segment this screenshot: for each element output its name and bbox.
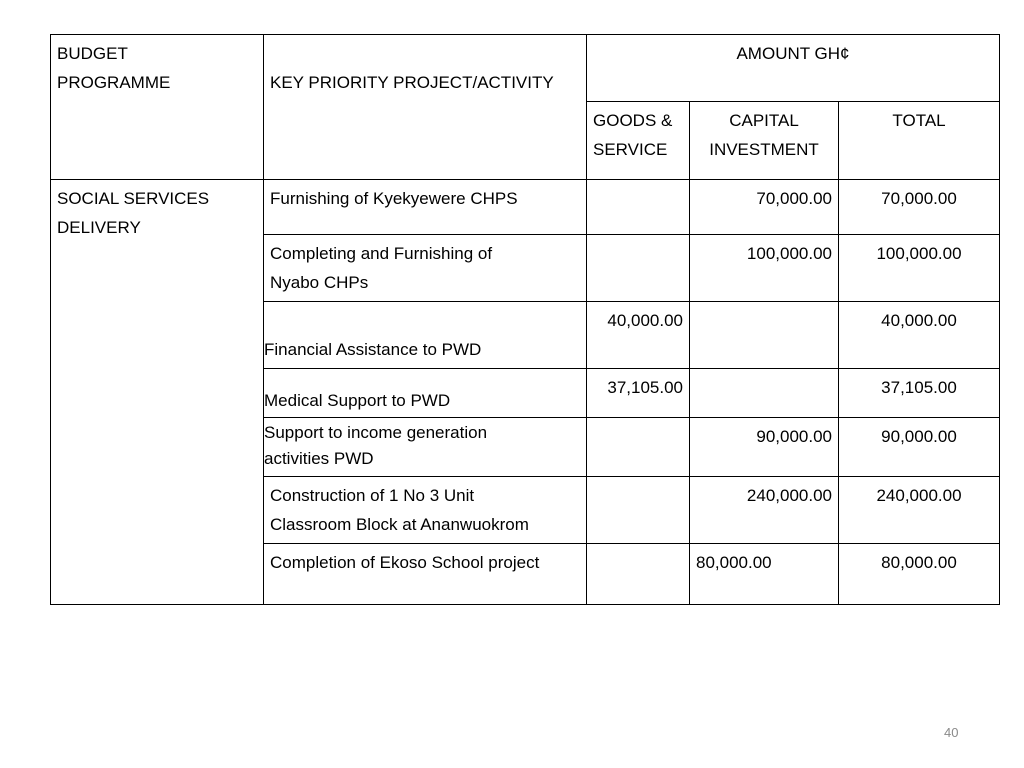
header-budget-line2: PROGRAMME xyxy=(57,73,171,92)
capital-cell: 90,000.00 xyxy=(690,418,839,477)
goods-cell xyxy=(587,418,690,477)
header-amount: AMOUNT GH¢ xyxy=(587,35,1000,102)
activity-line1: Furnishing of Kyekyewere CHPS xyxy=(270,189,518,208)
total-cell: 240,000.00 xyxy=(839,477,1000,544)
header-budget-line1: BUDGET xyxy=(57,44,128,63)
activity-cell xyxy=(264,369,587,418)
activity-cell xyxy=(264,477,587,544)
activity-line1: Financial Assistance to PWD xyxy=(264,340,482,359)
activity-line2: Nyabo CHPs xyxy=(270,273,369,292)
table-row xyxy=(51,180,1000,235)
total-cell: 40,000.00 xyxy=(839,302,1000,369)
capital-cell: 70,000.00 xyxy=(690,180,839,235)
activity-line2: activities PWD xyxy=(264,449,374,468)
activity-line1: Completing and Furnishing of xyxy=(270,244,493,263)
capital-cell xyxy=(690,302,839,369)
activity-cell xyxy=(264,235,587,302)
header-goods-line2: SERVICE xyxy=(593,140,668,159)
goods-cell xyxy=(587,180,690,235)
programme-line1: SOCIAL SERVICES xyxy=(57,189,210,208)
total-cell: 80,000.00 xyxy=(839,544,1000,605)
goods-cell xyxy=(587,477,690,544)
header-budget-programme xyxy=(51,35,264,180)
activity-line1: Completion of Ekoso School project xyxy=(270,553,540,572)
header-key-priority-label: KEY PRIORITY PROJECT/ACTIVITY xyxy=(270,73,554,92)
header-capital-line1: CAPITAL xyxy=(729,111,799,130)
capital-cell: 80,000.00 xyxy=(690,544,839,605)
goods-cell: 37,105.00 xyxy=(587,369,690,418)
header-key-priority xyxy=(264,35,587,180)
page-number: 40 xyxy=(944,725,959,740)
header-capital-investment xyxy=(690,102,839,180)
total-cell: 70,000.00 xyxy=(839,180,1000,235)
header-goods-line1: GOODS & xyxy=(593,111,673,130)
activity-line1: Medical Support to PWD xyxy=(264,391,451,410)
capital-cell: 240,000.00 xyxy=(690,477,839,544)
header-total: TOTAL xyxy=(839,102,1000,180)
activity-cell xyxy=(264,302,587,369)
programme-line2: DELIVERY xyxy=(57,218,141,237)
total-cell: 90,000.00 xyxy=(839,418,1000,477)
activity-cell xyxy=(264,544,587,605)
programme-cell xyxy=(51,180,264,605)
goods-cell xyxy=(587,544,690,605)
header-row-1 xyxy=(51,35,1000,102)
header-capital-line2: INVESTMENT xyxy=(709,140,819,159)
goods-cell: 40,000.00 xyxy=(587,302,690,369)
activity-line1: Support to income generation xyxy=(264,423,488,442)
capital-cell: 100,000.00 xyxy=(690,235,839,302)
activity-cell xyxy=(264,180,587,235)
total-cell: 37,105.00 xyxy=(839,369,1000,418)
activity-line1: Construction of 1 No 3 Unit xyxy=(270,486,475,505)
total-cell: 100,000.00 xyxy=(839,235,1000,302)
capital-cell xyxy=(690,369,839,418)
header-goods-service xyxy=(587,102,690,180)
activity-line2: Classroom Block at Ananwuokrom xyxy=(270,515,529,534)
goods-cell xyxy=(587,235,690,302)
budget-table xyxy=(50,34,1000,605)
activity-cell xyxy=(264,418,587,477)
